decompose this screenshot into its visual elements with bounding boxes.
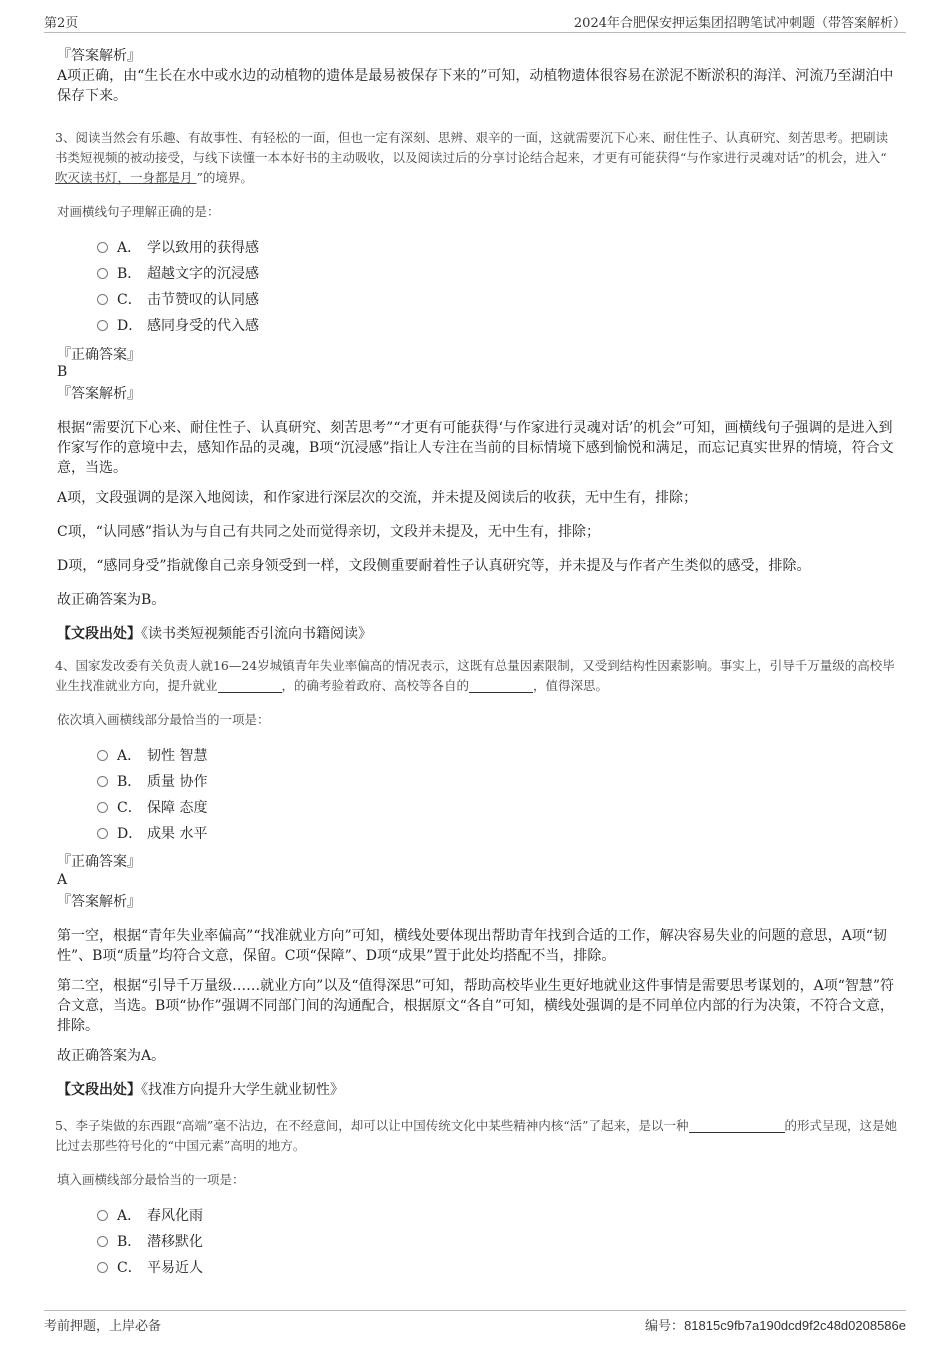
analysis-paragraph: 第二空，根据“引导千万量级……就业方向”以及“值得深思”可知，帮助高校毕业生更好地就业这件事情是需要思考谋划的，A项“智慧”符合文意，当选。B项“协作”强调不同部门间的沟通配合，根据原文“各自”可知，横线处强调的是不同单位内部的行为决策，不符合文意，排除。: [57, 978, 895, 1034]
analysis-paragraph: A项，文段强调的是深入地阅读，和作家进行深层次的交流，并未提及阅读后的收获，无中生有，排除；: [57, 490, 698, 506]
analysis-paragraph: 根据“需要沉下心来、耐住性子、认真研究、刻苦思考”“才更有可能获得‘与作家进行灵魂对话’的机会”可知，画横线句子强调的是进入到作家写作的意境中去，感知作品的灵魂，B项“沉浸感”指让人专注在当前的目标情境下感到愉悦和满足，而忘记真实世界的情境，符合文意，当选。: [57, 420, 894, 476]
answer-value: A: [57, 872, 68, 888]
source-title: 《找准方向提升大学生就业韧性》: [141, 1082, 344, 1098]
question-5-prompt: 填入画横线部分最恰当的一项是：: [57, 1172, 245, 1187]
radio-icon[interactable]: [97, 828, 108, 839]
q5-option-b[interactable]: B． 潜移默化: [97, 1232, 203, 1252]
question-3-text: 3、阅读当然会有乐趣、有故事性、有轻松的一面，但也一定有深刻、思辨、艰辛的一面，这就需要沉下心来、耐住性子、认真研究、刻苦思考。把刷读书类短视频的被动接受，与线下读懂一本本好书的主动吸收，以及阅读过后的分享讨论结合起来，才更有可能获得“与作家进行灵魂对话”的机会，进入“ 吹灭读书灯，一身都是月 ”的境界。: [55, 130, 888, 185]
radio-icon[interactable]: [97, 242, 108, 253]
analysis-text: A项正确，由“生长在水中或水边的动植物的遗体是最易被保存下来的”可知，动植物遗体很容易在淤泥不断淤积的海洋、河流乃至湖泊中保存下来。: [57, 68, 894, 104]
q3-option-a[interactable]: A． 学以致用的获得感: [97, 238, 259, 258]
q4-option-a[interactable]: A． 韧性 智慧: [97, 746, 207, 766]
source-line: 【文段出处】《读书类短视频能否引流向书籍阅读》: [57, 626, 372, 642]
q3-option-c[interactable]: C． 击节赞叹的认同感: [97, 290, 259, 310]
radio-icon[interactable]: [97, 294, 108, 305]
radio-icon[interactable]: [97, 1236, 108, 1247]
analysis-label: 『答案解析』: [57, 894, 141, 910]
question-4-text: 4、国家发改委有关负责人就16—24岁城镇青年失业率偏高的情况表示，这既有总量因素限制，又受到结构性因素影响。事实上，引导千万量级的高校毕业生找准就业方向，提升就业 ，的确考验着政府、高校等各自的 ，值得深思。: [55, 658, 895, 693]
radio-icon[interactable]: [97, 268, 108, 279]
answer-label: 『正确答案』: [57, 347, 141, 363]
radio-icon[interactable]: [97, 802, 108, 813]
radio-icon[interactable]: [97, 320, 108, 331]
analysis-paragraph: D项，“感同身受”指就像自己亲身领受到一样，文段侧重要耐着性子认真研究等，并未提及与作者产生类似的感受，排除。: [57, 558, 811, 574]
analysis-paragraph: C项，“认同感”指认为与自己有共同之处而觉得亲切，文段并未提及，无中生有，排除；: [57, 524, 601, 540]
analysis-label: 『答案解析』: [57, 48, 141, 64]
q3-option-b[interactable]: B． 超越文字的沉浸感: [97, 264, 259, 284]
q3-option-d[interactable]: D． 感同身受的代入感: [97, 316, 259, 336]
footer-slogan: 考前押题，上岸必备: [44, 1319, 162, 1334]
radio-icon[interactable]: [97, 750, 108, 761]
answer-label: 『正确答案』: [57, 854, 141, 870]
document-title: 2024年合肥保安押运集团招聘笔试冲刺题（带答案解析）: [573, 16, 906, 31]
analysis-conclusion: 故正确答案为A。: [57, 1048, 166, 1064]
question-3-prompt: 对画横线句子理解正确的是：: [57, 204, 220, 219]
blank-line: [689, 1120, 785, 1133]
document-code: 编号：81815c9fb7a190dcd9f2c48d0208586e: [645, 1318, 906, 1334]
q5-option-c[interactable]: C． 平易近人: [97, 1258, 203, 1278]
radio-icon[interactable]: [97, 776, 108, 787]
blank-line: [218, 680, 282, 693]
analysis-conclusion: 故正确答案为B。: [57, 592, 166, 608]
underlined-sentence: 吹灭读书灯，一身都是月: [55, 170, 197, 185]
page-number: 第2页: [44, 16, 79, 31]
q4-option-b[interactable]: B． 质量 协作: [97, 772, 207, 792]
page-footer: [44, 1310, 906, 1335]
answer-value: B: [57, 364, 68, 380]
radio-icon[interactable]: [97, 1210, 108, 1221]
analysis-paragraph: 第一空，根据“青年失业率偏高”“找准就业方向”可知，横线处要体现出帮助青年找到合适的工作，解决容易失业的问题的意思，A项“韧性”、B项“质量”均符合文意，保留。C项“保障”、D项“成果”置于此处均搭配不当，排除。: [57, 928, 887, 964]
q5-option-a[interactable]: A． 春风化雨: [97, 1206, 203, 1226]
radio-icon[interactable]: [97, 1262, 108, 1273]
question-5-text: 5、李子柒做的东西跟“高端”毫不沾边，在不经意间，却可以让中国传统文化中某些精神内核“活”了起来，是以一种 的形式呈现，这是她比过去那些符号化的“中国元素”高明的地方。: [55, 1118, 898, 1153]
question-4-prompt: 依次填入画横线部分最恰当的一项是：: [57, 712, 270, 727]
source-line: 【文段出处】《找准方向提升大学生就业韧性》: [57, 1082, 344, 1098]
page-header: [44, 10, 906, 33]
q4-option-d[interactable]: D． 成果 水平: [97, 824, 207, 844]
analysis-label: 『答案解析』: [57, 386, 141, 402]
q4-option-c[interactable]: C． 保障 态度: [97, 798, 207, 818]
blank-line: [469, 680, 533, 693]
source-title: 《读书类短视频能否引流向书籍阅读》: [141, 626, 372, 642]
